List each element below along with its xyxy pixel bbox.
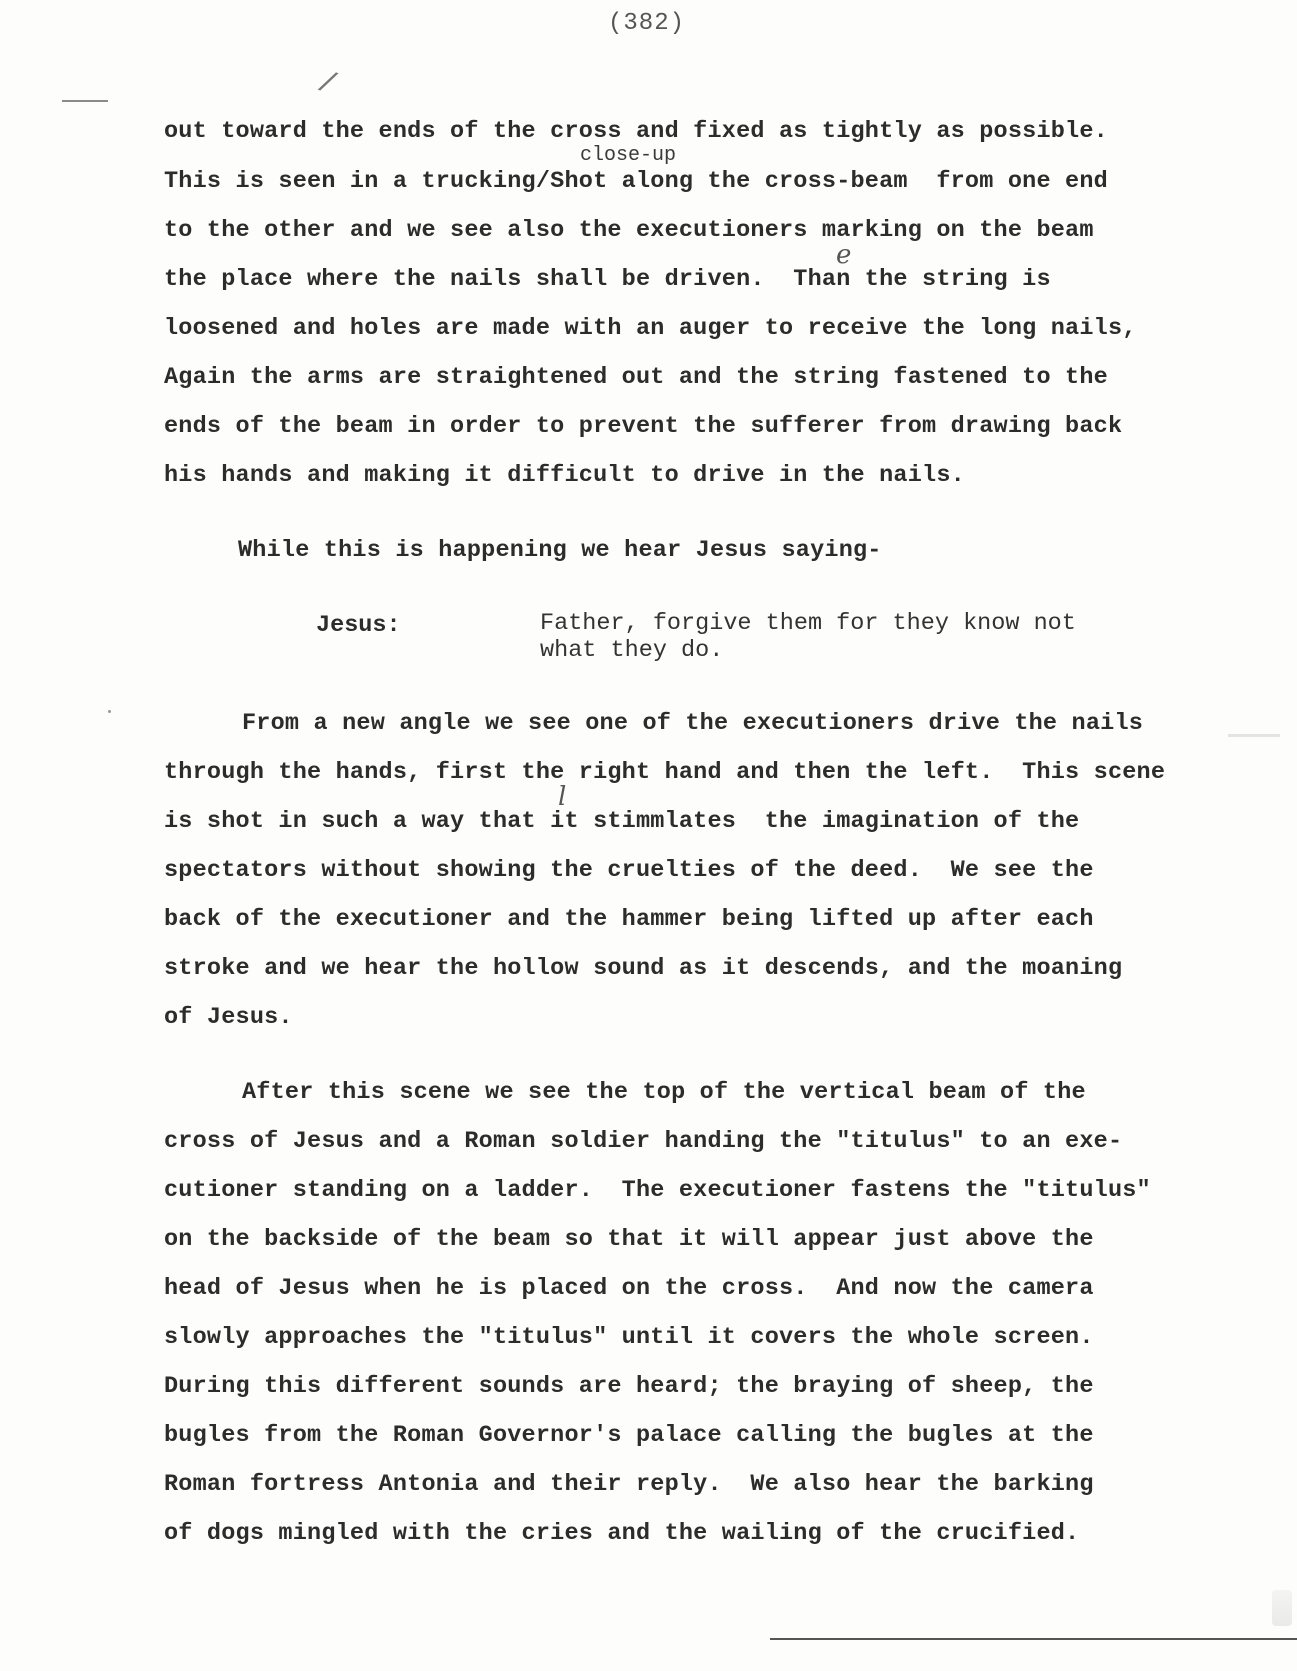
paragraph-1-line: ends of the beam in order to prevent the sufferer from drawing back xyxy=(164,413,1123,440)
paragraph-4-line: bugles from the Roman Governor's palace calling the bugles at the xyxy=(164,1422,1094,1449)
page-number: (382) xyxy=(608,10,686,37)
paragraph-4-line: Roman fortress Antonia and their reply. We also hear the barking xyxy=(164,1471,1094,1498)
paragraph-1-line: This is seen in a trucking/Shot along the cross-beam from one end xyxy=(164,168,1108,195)
paragraph-4-line: of dogs mingled with the cries and the wailing of the crucified. xyxy=(164,1520,1080,1547)
paragraph-1-line: loosened and holes are made with an auger to receive the long nails, xyxy=(164,315,1137,342)
paragraph-3-line: of Jesus. xyxy=(164,1004,293,1031)
paragraph-1-line: out toward the ends of the cross and fixed as tightly as possible. xyxy=(164,118,1108,145)
paragraph-3-line: spectators without showing the cruelties of the deed. We see the xyxy=(164,857,1094,884)
paragraph-4-line: slowly approaches the "titulus" until it covers the whole screen. xyxy=(164,1324,1094,1351)
pencil-tick-mark: / xyxy=(313,66,341,104)
interlinear-insert: close-up xyxy=(580,144,677,167)
paragraph-3-line: through the hands, first the right hand and then the left. This scene xyxy=(164,759,1166,786)
paragraph-3-line: stroke and we hear the hollow sound as it descends, and the moaning xyxy=(164,955,1123,982)
paragraph-4-line: cutioner standing on a ladder. The executioner fastens the "titulus" xyxy=(164,1177,1151,1204)
paragraph-4-line: head of Jesus when he is placed on the cross. And now the camera xyxy=(164,1275,1094,1302)
handwritten-correction: e xyxy=(836,240,852,270)
paragraph-4-line: cross of Jesus and a Roman soldier handing the "titulus" to an exe- xyxy=(164,1128,1123,1155)
paragraph-3-line: is shot in such a way that it stimmlates the imagination of the xyxy=(164,808,1080,835)
dialogue-line: Father, forgive them for they know not xyxy=(540,610,1076,637)
paragraph-4-line: During this different sounds are heard; the braying of sheep, the xyxy=(164,1373,1094,1400)
paper-smudge xyxy=(1228,734,1280,737)
margin-dash-mark xyxy=(62,100,108,102)
paragraph-1-line: Again the arms are straightened out and the string fastened to the xyxy=(164,364,1108,391)
paragraph-4-line: After this scene we see the top of the vertical beam of the xyxy=(242,1079,1086,1106)
paper-speck xyxy=(108,710,111,713)
corner-smudge xyxy=(1272,1590,1292,1626)
paragraph-4-line: on the backside of the beam so that it will appear just above the xyxy=(164,1226,1094,1253)
dialogue-line: what they do. xyxy=(540,637,724,664)
paragraph-2-line: While this is happening we hear Jesus saying- xyxy=(238,537,882,564)
dialogue-speaker: Jesus: xyxy=(316,612,401,639)
bottom-rule xyxy=(770,1638,1297,1640)
paragraph-1-line: his hands and making it difficult to drive in the nails. xyxy=(164,462,965,489)
paragraph-1-line: to the other and we see also the executioners marking on the beam xyxy=(164,217,1094,244)
paragraph-3-line: back of the executioner and the hammer being lifted up after each xyxy=(164,906,1094,933)
handwritten-correction: l xyxy=(558,782,567,812)
paragraph-1-line: the place where the nails shall be driven. Than the string is xyxy=(164,266,1051,293)
paragraph-3-line: From a new angle we see one of the executioners drive the nails xyxy=(242,710,1144,737)
